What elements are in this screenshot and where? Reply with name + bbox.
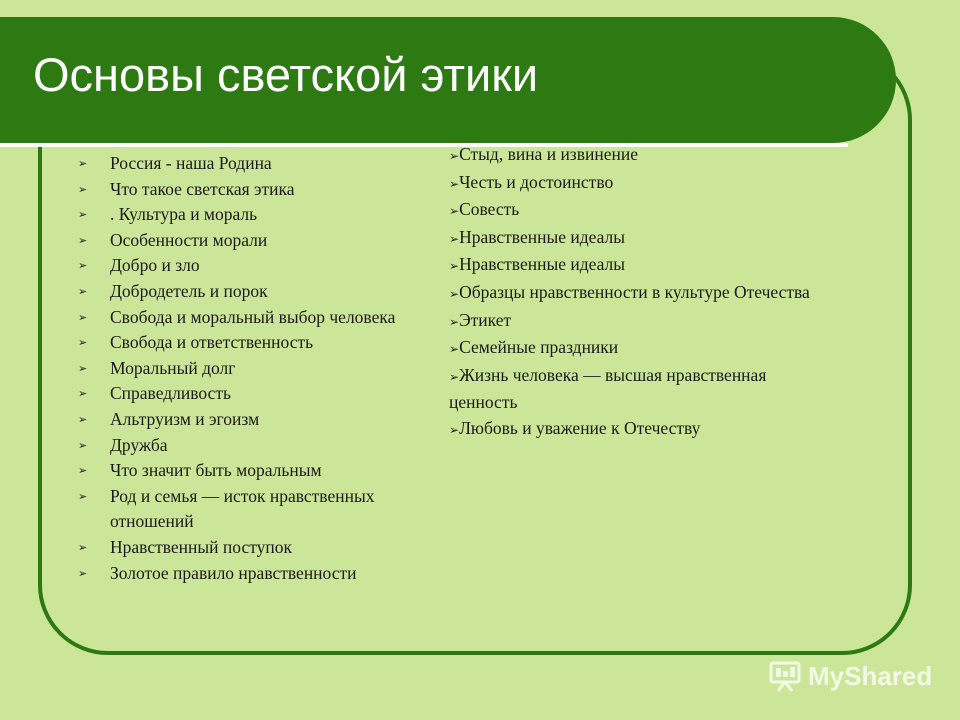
left-list-item <box>78 330 446 356</box>
arrow-bullet-icon: ➢ <box>78 336 88 350</box>
left-topic-list <box>78 151 446 586</box>
arrow-bullet-icon: ➢ <box>78 259 88 273</box>
right-list-item <box>449 170 819 198</box>
topic-text: Совесть <box>459 199 520 220</box>
topic-text: Этикет <box>459 309 512 330</box>
left-list-item <box>78 202 446 228</box>
topic-text: Золотое правило нравственности <box>110 562 357 583</box>
arrow-bullet-icon: ➢ <box>449 176 460 191</box>
arrow-bullet-icon: ➢ <box>78 412 88 426</box>
right-list-item <box>449 225 819 253</box>
arrow-bullet-icon: ➢ <box>449 369 460 384</box>
arrow-bullet-icon: ➢ <box>78 157 88 170</box>
arrow-bullet-icon: ➢ <box>449 259 460 274</box>
topic-text: Дружба <box>110 434 168 455</box>
left-list-item <box>78 458 446 484</box>
arrow-bullet-icon: ➢ <box>449 422 460 437</box>
topic-text: Свобода и ответственность <box>110 332 314 353</box>
topic-text: Альтруизм и эгоизм <box>110 408 260 429</box>
topic-text: Нравственные идеалы <box>459 254 626 275</box>
topic-text: Россия - наша Родина <box>110 153 272 173</box>
topic-text: Нравственные идеалы <box>459 226 626 247</box>
right-list-item <box>449 142 819 170</box>
topic-text: . Культура и мораль <box>110 204 258 225</box>
topic-text: Нравственный поступок <box>110 536 292 557</box>
topic-text: Стыд, вина и извинение <box>459 144 638 164</box>
right-list-item <box>449 363 819 416</box>
left-list-item <box>78 151 446 177</box>
arrow-bullet-icon: ➢ <box>78 284 88 298</box>
right-topic-list <box>449 142 819 444</box>
presentation-board-icon <box>768 659 802 693</box>
left-list-item <box>78 279 446 305</box>
topic-text: Справедливость <box>110 383 231 404</box>
arrow-bullet-icon: ➢ <box>78 361 88 375</box>
left-list-item <box>78 356 446 382</box>
left-list-item <box>78 305 446 331</box>
arrow-bullet-icon: ➢ <box>78 540 88 554</box>
arrow-bullet-icon: ➢ <box>449 286 460 301</box>
topic-text: Моральный долг <box>110 357 236 378</box>
right-list-item <box>449 308 819 336</box>
left-list-item <box>78 433 446 459</box>
topic-text: Образцы нравственности в культуре Отечества <box>459 281 810 302</box>
arrow-bullet-icon: ➢ <box>449 314 460 329</box>
right-list-item <box>449 252 819 280</box>
arrow-bullet-icon: ➢ <box>78 489 88 503</box>
left-list-item <box>78 228 446 254</box>
right-list-item <box>449 197 819 225</box>
arrow-bullet-icon: ➢ <box>78 387 88 401</box>
topic-text: Семейные праздники <box>459 337 619 358</box>
arrow-bullet-icon: ➢ <box>78 310 88 324</box>
right-list-item <box>449 416 819 444</box>
arrow-bullet-icon: ➢ <box>78 438 88 452</box>
topic-text: Добро и зло <box>110 255 200 276</box>
arrow-bullet-icon: ➢ <box>78 182 88 196</box>
arrow-bullet-icon: ➢ <box>78 464 88 478</box>
watermark-text: MyShared <box>808 660 933 691</box>
left-list-item <box>78 253 446 279</box>
left-list-item <box>78 407 446 433</box>
left-list-item <box>78 177 446 203</box>
slide-title: Основы светской этики <box>33 48 539 101</box>
arrow-bullet-icon: ➢ <box>449 342 460 357</box>
topic-text: Жизнь человека — высшая нравственная ценность <box>449 364 767 413</box>
arrow-bullet-icon: ➢ <box>449 204 460 219</box>
topic-text: Что значит быть моральным <box>110 460 322 481</box>
right-list-item <box>449 335 819 363</box>
topic-text: Любовь и уважение к Отечеству <box>459 417 701 438</box>
topic-text: Свобода и моральный выбор человека <box>110 306 396 327</box>
left-list-item <box>78 381 446 407</box>
topic-text: Что такое светская этика <box>110 178 295 199</box>
myshared-watermark <box>768 656 938 696</box>
topic-text: Добродетель и порок <box>110 280 268 301</box>
left-list-item <box>78 561 446 587</box>
left-list-item <box>78 484 446 535</box>
arrow-bullet-icon: ➢ <box>78 208 88 222</box>
topic-text: Род и семья — исток нравственных отношений <box>110 485 375 532</box>
arrow-bullet-icon: ➢ <box>78 566 88 580</box>
arrow-bullet-icon: ➢ <box>78 233 88 247</box>
left-list-item <box>78 535 446 561</box>
arrow-bullet-icon: ➢ <box>449 231 460 246</box>
arrow-bullet-icon: ➢ <box>449 149 460 163</box>
topic-text: Честь и достоинство <box>459 171 614 192</box>
right-list-item <box>449 280 819 308</box>
topic-text: Особенности морали <box>110 229 268 250</box>
